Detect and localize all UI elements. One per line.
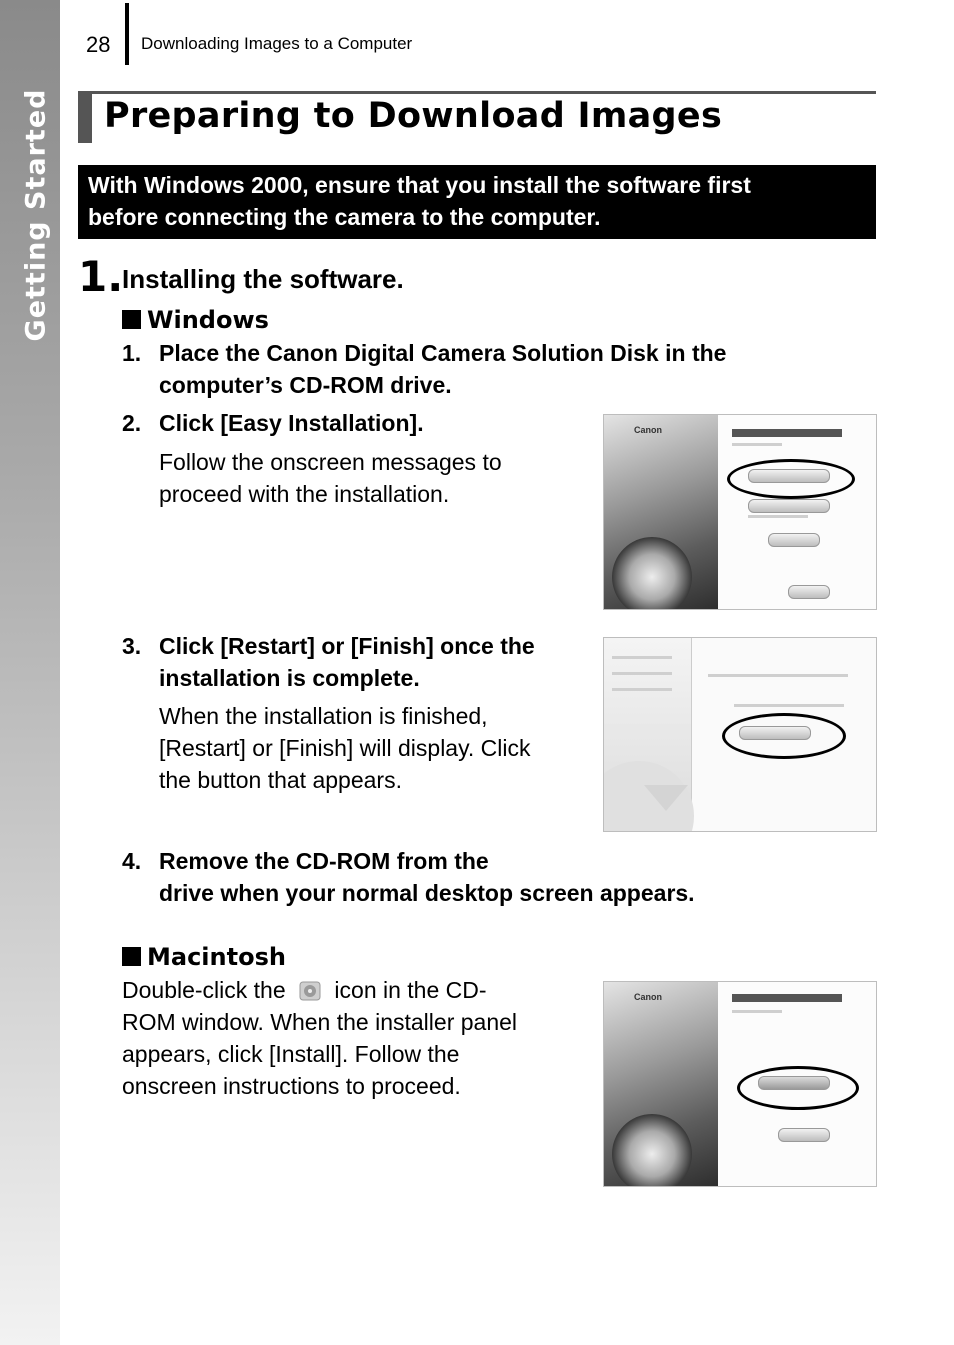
square-bullet-icon [122,947,141,966]
item-2-number: 2. [122,410,142,436]
square-bullet-icon [122,310,141,329]
notice-line-1: With Windows 2000, ensure that you install the software first [88,172,751,198]
macintosh-heading-label: Macintosh [147,943,286,971]
ss-text-line [612,688,672,691]
running-head: Downloading Images to a Computer [141,34,413,53]
easy-installation-screenshot [603,414,877,610]
exit-button [788,585,830,599]
title-marker [78,91,92,143]
install-button [768,533,820,547]
custom-installation-button [748,499,830,513]
ss-subtitle-bar [732,443,782,446]
cd-disc-icon [612,1114,692,1187]
item-4-line-1: Remove the CD-ROM from the [159,848,489,874]
ss-text-line [708,674,848,677]
macintosh-heading [122,943,286,971]
item-1-line-2: computer’s CD-ROM drive. [159,372,452,398]
mac-line-1-after: icon in the CD- [334,977,487,1003]
cd-disc-icon [612,537,692,610]
ss-text-line [612,656,672,659]
side-tab-label: Getting Started [20,88,52,342]
ss-title-bar [732,994,842,1002]
canon-logo-icon: Canon [634,425,662,435]
page-number: 28 [86,32,111,57]
side-tab [0,0,60,1345]
canon-logo-icon: Canon [634,992,662,1002]
highlight-ellipse [727,459,855,499]
screenshot-right-panel [718,415,876,609]
item-3-line-2: installation is complete. [159,665,420,691]
item-2-desc-1: Follow the onscreen messages to [159,449,502,475]
installer-icon [296,978,324,1004]
windows-heading-label: Windows [147,306,269,334]
ss-text-line [734,704,844,707]
title-rule [78,91,876,94]
item-2-line-1: Click [Easy Installation]. [159,410,424,436]
item-3-desc-1: When the installation is finished, [159,703,488,729]
item-4-line-2: drive when your normal desktop screen appears. [159,880,695,906]
mac-line-4: onscreen instructions to proceed. [122,1073,461,1099]
item-3-desc-3: the button that appears. [159,767,402,793]
header-divider [125,3,129,65]
step-number: 1. [78,252,124,301]
item-1-line-1: Place the Canon Digital Camera Solution Disk in the [159,340,727,366]
ss-subtitle-bar [732,1010,782,1013]
step-title: Installing the software. [122,264,404,294]
ss-title-bar [732,429,842,437]
arrow-down-icon [644,785,688,811]
item-3-line-1: Click [Restart] or [Finish] once the [159,633,535,659]
screenshot-left-panel [604,982,718,1186]
item-4-number: 4. [122,848,142,874]
mac-install-screenshot [603,981,877,1187]
restart-screenshot [603,637,877,832]
item-1-number: 1. [122,340,142,366]
ss-selected-row [604,724,691,736]
page-title: Preparing to Download Images [104,96,723,136]
windows-heading [122,306,269,334]
screenshot-left-panel [604,415,718,609]
item-3-desc-2: [Restart] or [Finish] will display. Click [159,735,531,761]
highlight-ellipse [737,1066,859,1110]
item-3-number: 3. [122,633,142,659]
mac-line-1-before: Double-click the [122,977,286,1003]
notice-line-2: before connecting the camera to the computer. [88,204,601,230]
exit-button [778,1128,830,1142]
mac-line-1 [122,974,487,1006]
mac-line-3: appears, click [Install]. Follow the [122,1041,460,1067]
screenshot-left-panel [604,638,692,831]
ss-text-line [748,515,808,518]
notice-box [78,165,876,239]
ss-text-line [612,672,672,675]
mac-line-2: ROM window. When the installer panel [122,1009,518,1035]
highlight-ellipse [722,713,846,759]
item-2-desc-2: proceed with the installation. [159,481,450,507]
